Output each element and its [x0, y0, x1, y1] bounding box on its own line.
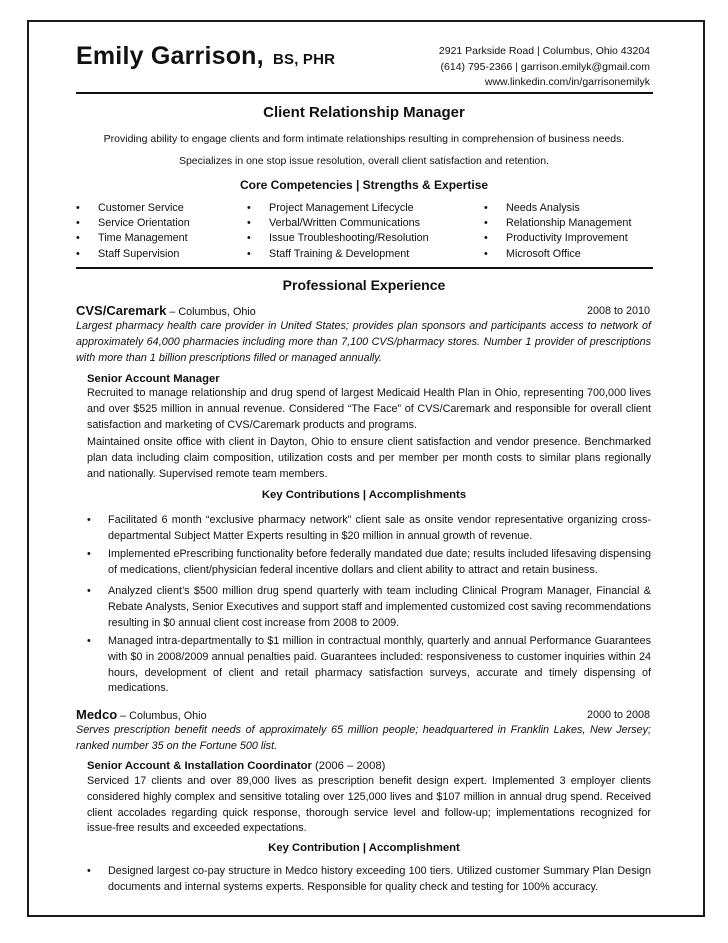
competencies-column-2 [247, 201, 429, 262]
phone-email: (614) 795-2366 | garrison.emilyk@gmail.com [440, 60, 650, 73]
cvs-dates: 2008 to 2010 [586, 305, 650, 317]
summary-line-1: Providing ability to engage clients and form intimate relationships resulting in comprehension of business needs. [103, 133, 625, 145]
list-item: • Customer Service [76, 201, 190, 216]
address: 2921 Parkside Road | Columbus, Ohio 43204 [438, 45, 650, 57]
list-item: • Managed intra-departmentally to $1 million in contractual monthly, quarterly and annual Performance Guarantees with $0 in 2008/2009 annual penalties paid. Guarantees included: responsiveness to customer inquiries within 24 hours, development of client and retail pharmacy satisfaction surveys, accurate and timely dispensing of medications. [87, 635, 651, 695]
list-item: • Project Management Lifecycle [247, 201, 429, 216]
medco-role-dates: (2006 – 2008) [311, 760, 386, 772]
competencies-heading: Core Competencies | Strengths & Expertise [239, 178, 489, 192]
list-item: • Service Orientation [76, 216, 190, 231]
list-item: • Analyzed client’s $500 million drug spend quarterly with team including Clinical Program Manager, Financial & Rebate Analysts, Senior Executives and support staff and implemented customized cost saving recommendations resulting in $0 annual client cost increase from 2008 to 2009. [87, 585, 651, 629]
list-item: • Staff Training & Development [247, 247, 429, 262]
list-item: • Facilitated 6 month “exclusive pharmacy network” client sale as onsite vendor representative organizing cross-departmental Subject Matter Experts resulting in $20 million in annual growth of revenue. [87, 514, 651, 542]
list-item: • Needs Analysis [484, 201, 631, 216]
medco-paragraph-1: Serviced 17 clients and over 89,000 lives as prescription benefit design expert. Implemented 3 employer clients considered highly complex and sensitive totaling over 125,000 lives and $107 million in annual drug spend. Received client accolades regarding quick response, thorough service level and follow-up; implementations recognized for issue-free results and exceeded expectations. [87, 775, 651, 835]
employer-location: – Columbus, Ohio [166, 306, 256, 318]
competencies-column-1 [76, 201, 190, 262]
cvs-description: Largest pharmacy health care provider in United States; provides plan sponsors and participants access to network of approximately 64,000 pharmacies including more than 7,100 CVS/pharmacy stores. Number 1 provider of prescriptions with more than 1 billion prescriptions filled or managed annually. [76, 320, 651, 364]
credentials: BS, PHR [272, 51, 336, 68]
list-item: • Productivity Improvement [484, 231, 631, 246]
competencies-column-3 [484, 201, 631, 262]
list-item: • Relationship Management [484, 216, 631, 231]
website: www.linkedin.com/in/garrisonemilyk [484, 76, 650, 88]
list-item: • Verbal/Written Communications [247, 216, 429, 231]
employer-cvs: CVS/Caremark – Columbus, Ohio [76, 303, 256, 318]
cvs-paragraph-2: Maintained onsite office with client in Dayton, Ohio to ensure client satisfaction and vendor presence. Benchmarked plan data including claim composition, utilization costs and per member per month costs to similar plans regionally and nationally. Supervised remote team members. [87, 436, 651, 480]
cvs-contributions-heading: Key Contributions | Accomplishments [261, 489, 467, 501]
list-item: • Staff Supervision [76, 247, 190, 262]
list-item: • Issue Troubleshooting/Resolution [247, 231, 429, 246]
list-item: • Microsoft Office [484, 247, 631, 262]
experience-heading: Professional Experience [282, 277, 446, 293]
medco-role: Senior Account & Installation Coordinator (2006 – 2008) [87, 760, 386, 772]
cvs-paragraph-1: Recruited to manage relationship and drug spend of largest Medicaid Health Plan in Ohio, representing 700,000 lives and over $525 million in annual revenue. Considered “The Face” of CVS/Caremark and responsible for overall client satisfaction and marketing of CVS/Caremark products and programs. [87, 387, 651, 431]
list-item: • Designed largest co-pay structure in Medco history exceeding 100 tiers. Utilized customer Summary Plan Design documents and internal systems experts. Responsible for quality check and testing for 100% accuracy. [87, 865, 651, 893]
contact-block [439, 44, 650, 91]
medco-dates: 2000 to 2008 [586, 709, 650, 721]
resume-title: Client Relationship Manager [263, 104, 465, 121]
medco-description: Serves prescription benefit needs of approximately 65 million people; headquartered in Franklin Lakes, New Jersey; ranked number 35 on the Fortune 500 list. [76, 724, 651, 752]
list-item: • Time Management [76, 231, 190, 246]
cvs-role: Senior Account Manager [87, 373, 220, 385]
summary-line-2: Specializes in one stop issue resolution, overall client satisfaction and retention. [178, 155, 550, 167]
candidate-name: Emily Garrison, BS, PHR [76, 42, 336, 70]
employer-location: – Columbus, Ohio [117, 710, 207, 722]
employer-medco: Medco – Columbus, Ohio [76, 707, 207, 722]
medco-contributions-heading: Key Contribution | Accomplishment [268, 842, 460, 854]
list-item: • Implemented ePrescribing functionality before federally mandated due date; results included lifesaving dispensing of medications, client/physician federal incentive dollars and client ability to attract and retain business. [87, 548, 651, 576]
header-divider [76, 92, 653, 94]
competencies-divider [76, 267, 653, 269]
